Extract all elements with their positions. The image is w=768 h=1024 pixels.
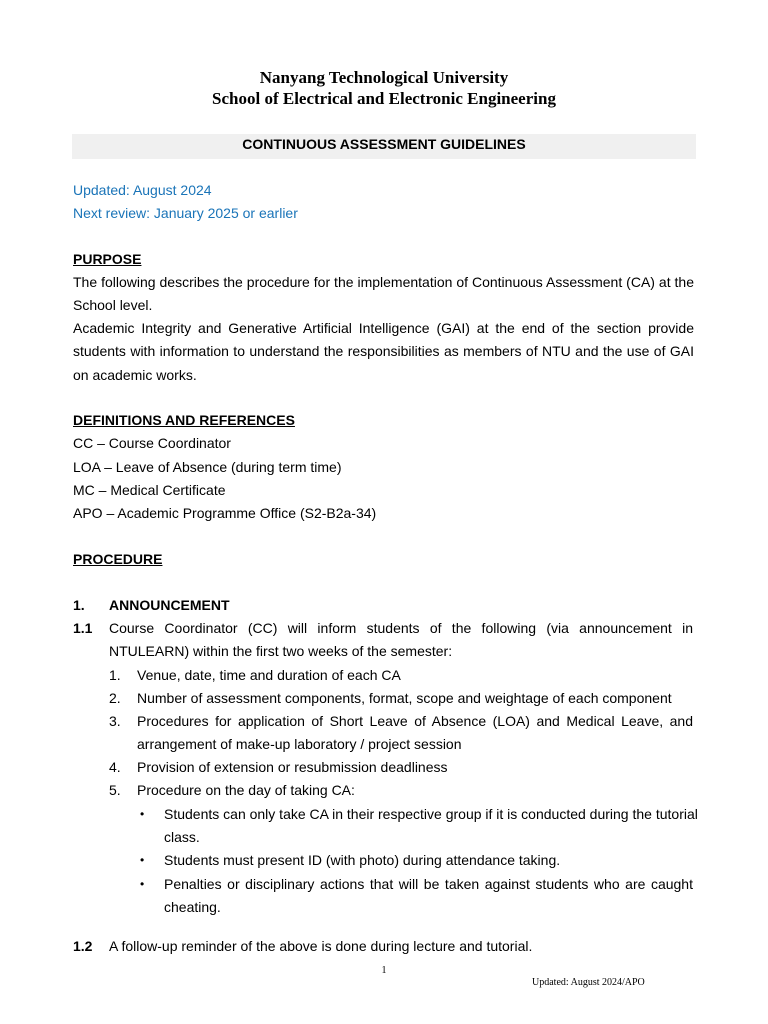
list-item-number: 5. bbox=[109, 782, 121, 798]
updated-date: Updated: August 2024 bbox=[73, 182, 212, 198]
list-item-text-continued: arrangement of make-up laboratory / project session bbox=[137, 736, 462, 752]
bullet-item-text: Students can only take CA in their respective group if it is conducted during the tutorial bbox=[164, 806, 698, 822]
purpose-paragraph-1-line-2: School level. bbox=[73, 297, 153, 313]
bullet-item-text-continued: cheating. bbox=[164, 899, 221, 915]
clause-1-2-text: A follow-up reminder of the above is done during lecture and tutorial. bbox=[109, 938, 533, 954]
clause-1-2-number: 1.2 bbox=[73, 938, 93, 954]
list-item-number: 1. bbox=[109, 667, 121, 683]
university-name: Nanyang Technological University bbox=[259, 68, 509, 87]
footer-updated: Updated: August 2024/APO bbox=[532, 977, 645, 988]
clause-1-1-number: 1.1 bbox=[73, 620, 93, 636]
bullet-item-text: Penalties or disciplinary actions that will be taken against students who are caught bbox=[164, 876, 693, 892]
purpose-heading: PURPOSE bbox=[73, 251, 142, 267]
bullet-icon: • bbox=[140, 807, 145, 821]
clause-1-1-line-2: NTULEARN) within the first two weeks of the semester: bbox=[109, 643, 453, 659]
definition-item: APO – Academic Programme Office (S2-B2a-34) bbox=[73, 505, 377, 521]
clause-1-1-line-1: Course Coordinator (CC) will inform students of the following (via announcement in bbox=[109, 620, 693, 636]
document-title-banner: CONTINUOUS ASSESSMENT GUIDELINES bbox=[72, 134, 696, 159]
list-item-number: 2. bbox=[109, 690, 121, 706]
list-item-text: Procedures for application of Short Leave of Absence (LOA) and Medical Leave, and bbox=[137, 713, 693, 729]
page-number: 1 bbox=[381, 965, 387, 976]
section-1-number: 1. bbox=[73, 597, 85, 613]
next-review-date: Next review: January 2025 or earlier bbox=[73, 205, 298, 221]
list-item-number: 3. bbox=[109, 713, 121, 729]
list-item-text: Venue, date, time and duration of each CA bbox=[137, 667, 401, 683]
bullet-item-text-continued: class. bbox=[164, 829, 200, 845]
bullet-icon: • bbox=[140, 853, 145, 867]
purpose-paragraph-2-line-2: students with information to understand the responsibilities as members of NTU and the use of GAI bbox=[73, 343, 694, 359]
procedure-heading: PROCEDURE bbox=[73, 551, 163, 567]
purpose-paragraph-1-line-1: The following describes the procedure for the implementation of Continuous Assessment (CA) at the bbox=[73, 274, 694, 290]
list-item-number: 4. bbox=[109, 759, 121, 775]
bullet-item-text: Students must present ID (with photo) during attendance taking. bbox=[164, 852, 561, 868]
section-1-title: ANNOUNCEMENT bbox=[109, 597, 230, 613]
list-item-text: Number of assessment components, format, scope and weightage of each component bbox=[137, 690, 672, 706]
list-item-text: Provision of extension or resubmission deadliness bbox=[137, 759, 448, 775]
school-name: School of Electrical and Electronic Engineering bbox=[212, 89, 556, 108]
definition-item: LOA – Leave of Absence (during term time) bbox=[73, 459, 342, 475]
list-item-text: Procedure on the day of taking CA: bbox=[137, 782, 355, 798]
definitions-heading: DEFINITIONS AND REFERENCES bbox=[73, 412, 295, 428]
bullet-icon: • bbox=[140, 877, 145, 891]
purpose-paragraph-2-line-3: on academic works. bbox=[73, 367, 197, 383]
definition-item: CC – Course Coordinator bbox=[73, 435, 231, 451]
purpose-paragraph-2-line-1: Academic Integrity and Generative Artificial Intelligence (GAI) at the end of the section provide bbox=[73, 320, 694, 336]
definition-item: MC – Medical Certificate bbox=[73, 482, 226, 498]
